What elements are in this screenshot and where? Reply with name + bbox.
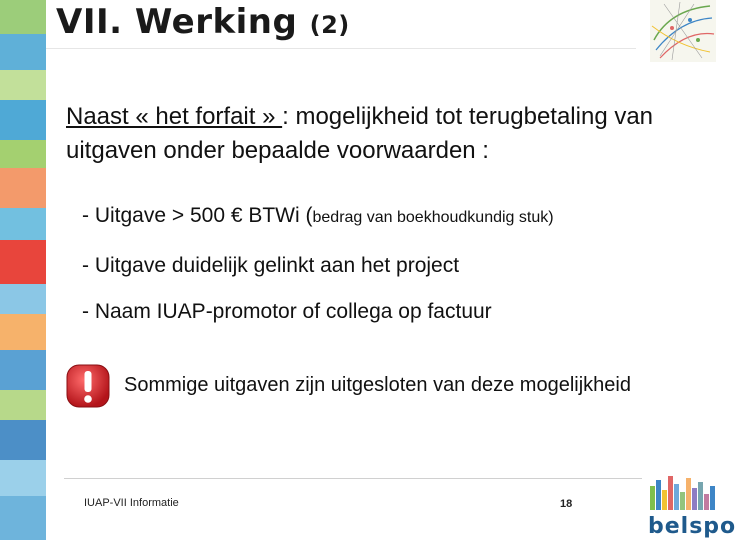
belspo-logo-text: belspo [648, 514, 736, 539]
warning-text: Sommige uitgaven zijn uitgesloten van deze mogelijkheid [124, 374, 631, 396]
intro-rest: : mogelijkheid tot terugbetaling van uitgaven onder bepaalde voorwaarden : [66, 103, 654, 164]
slide-title-number: (2) [309, 11, 350, 39]
bullet-text: - Naam IUAP-promotor of collega op factuur [82, 300, 492, 323]
bullet-text: - Uitgave > 500 € BTWi ( [82, 204, 313, 227]
decorative-color-strip [0, 0, 46, 540]
footer-divider [64, 478, 642, 479]
abstract-logo-icon [650, 0, 716, 62]
title-divider [46, 48, 636, 49]
belspo-logo [640, 470, 736, 540]
page-number: 18 [560, 498, 573, 510]
slide-title [56, 2, 350, 42]
exclamation-warning-icon [66, 364, 110, 408]
slide-title-main: VII. Werking [56, 2, 298, 42]
bullet-small-text: bedrag van boekhoudkundig stuk) [312, 209, 554, 226]
belspo-bars-icon [650, 476, 716, 510]
bullet-item [82, 300, 492, 324]
footer-label: IUAP-VII Informatie [84, 497, 179, 509]
bullet-text: - Uitgave duidelijk gelinkt aan het project [82, 254, 460, 277]
intro-underlined: Naast « het forfait » [66, 103, 283, 130]
intro-paragraph [66, 100, 706, 168]
bullet-item [82, 204, 554, 228]
bullet-item [82, 254, 459, 278]
